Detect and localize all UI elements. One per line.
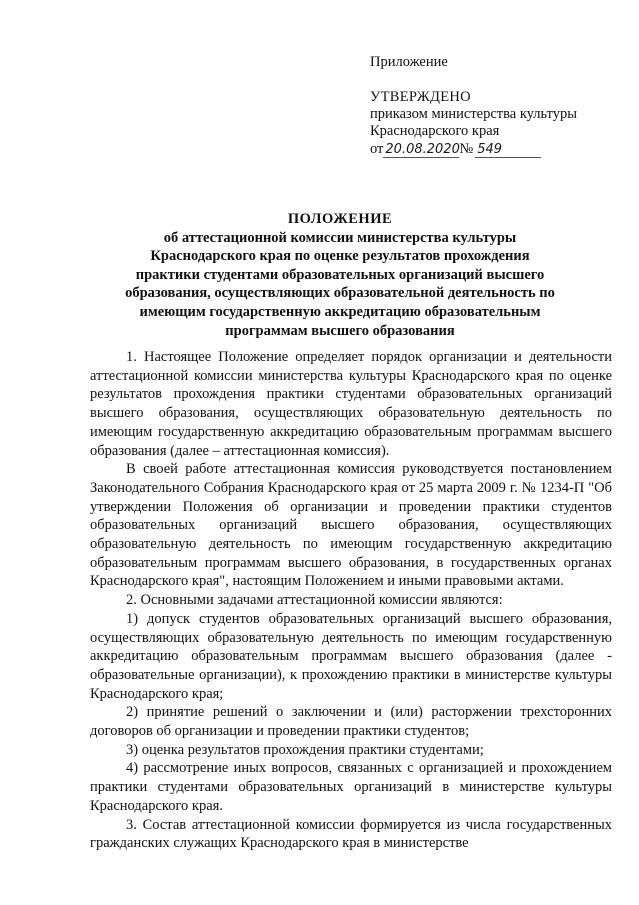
title-line: образования, осуществляющих образовательной деятельность по [125,285,555,302]
document-title [120,210,560,340]
document-body [90,348,612,853]
paragraph-3: 3. Состав аттестационной комиссии формируется из числа государственных гражданских служащих Краснодарского края в министерстве [90,816,612,852]
title-line: имеющим государственную аккредитацию образовательным [139,303,541,320]
appendix-label: Приложение [370,54,448,70]
paragraph-legal-basis: В своей работе аттестационная комиссия руководствуется постановлением Законодательного Собрания Краснодарского края от 25 марта 2009 г. № 1234-П "Об утверждении Положения об организации и проведении практики студентов образовательных организаций высшего образования, осуществляющих образовательную деятельность по имеющим государственную аккредитацию образовательным программам высшего образования, в государственных органах Краснодарского края", настоящим Положением и иными правовыми актами. [90,461,612,590]
order-date-number [370,141,620,158]
title-line: об аттестационной комиссии министерства культуры [163,229,517,246]
number-label: № [459,141,474,157]
order-line-2: Краснодарского края [370,123,500,139]
order-line-1: приказом министерства культуры [370,106,577,122]
task-item-4: 4) рассмотрение иных вопросов, связанных с организацией и прохождением практики студентами образовательных организаций в министерстве культуры Краснодарского края. [90,760,612,814]
title-line: Краснодарского края по оценке результатов прохождения [150,248,530,265]
paragraph-2: 2. Основными задачами аттестационной комиссии являются: [126,592,503,609]
handwritten-date: 20.08.2020 [385,142,460,157]
task-item-2: 2) принятие решений о заключении и (или) расторжении трехсторонних договоров об организации и проведении практики студентов; [90,704,612,740]
title-line: программам высшего образования [225,322,455,339]
task-item-1: 1) допуск студентов образовательных организаций высшего образования, осуществляющих образовательную деятельность по имеющим государственную аккредитацию образовательным программам высшего образования (далее - образовательные организации), к прохождению практики в министерстве культуры Краснодарского края; [90,610,612,702]
from-label: от [370,141,384,157]
approval-block [370,54,620,158]
task-item-3: 3) оценка результатов прохождения практики студентами; [126,741,484,758]
approved-label: УТВЕРЖДЕНО [370,89,471,105]
paragraph-1: 1. Настоящее Положение определяет порядок организации и деятельности аттестационной комиссии министерства культуры Краснодарского края по оценке результатов прохождения практики студентами образовательных организаций высшего образования, осуществляющих образовательную деятельность по имеющим государственную аккредитацию образовательным программам высшего образования (далее – аттестационная комиссия). [90,349,612,459]
handwritten-number: 549 [475,143,541,158]
title-line: практики студентами образовательных организаций высшего [135,266,545,283]
title-heading: ПОЛОЖЕНИЕ [287,211,393,227]
